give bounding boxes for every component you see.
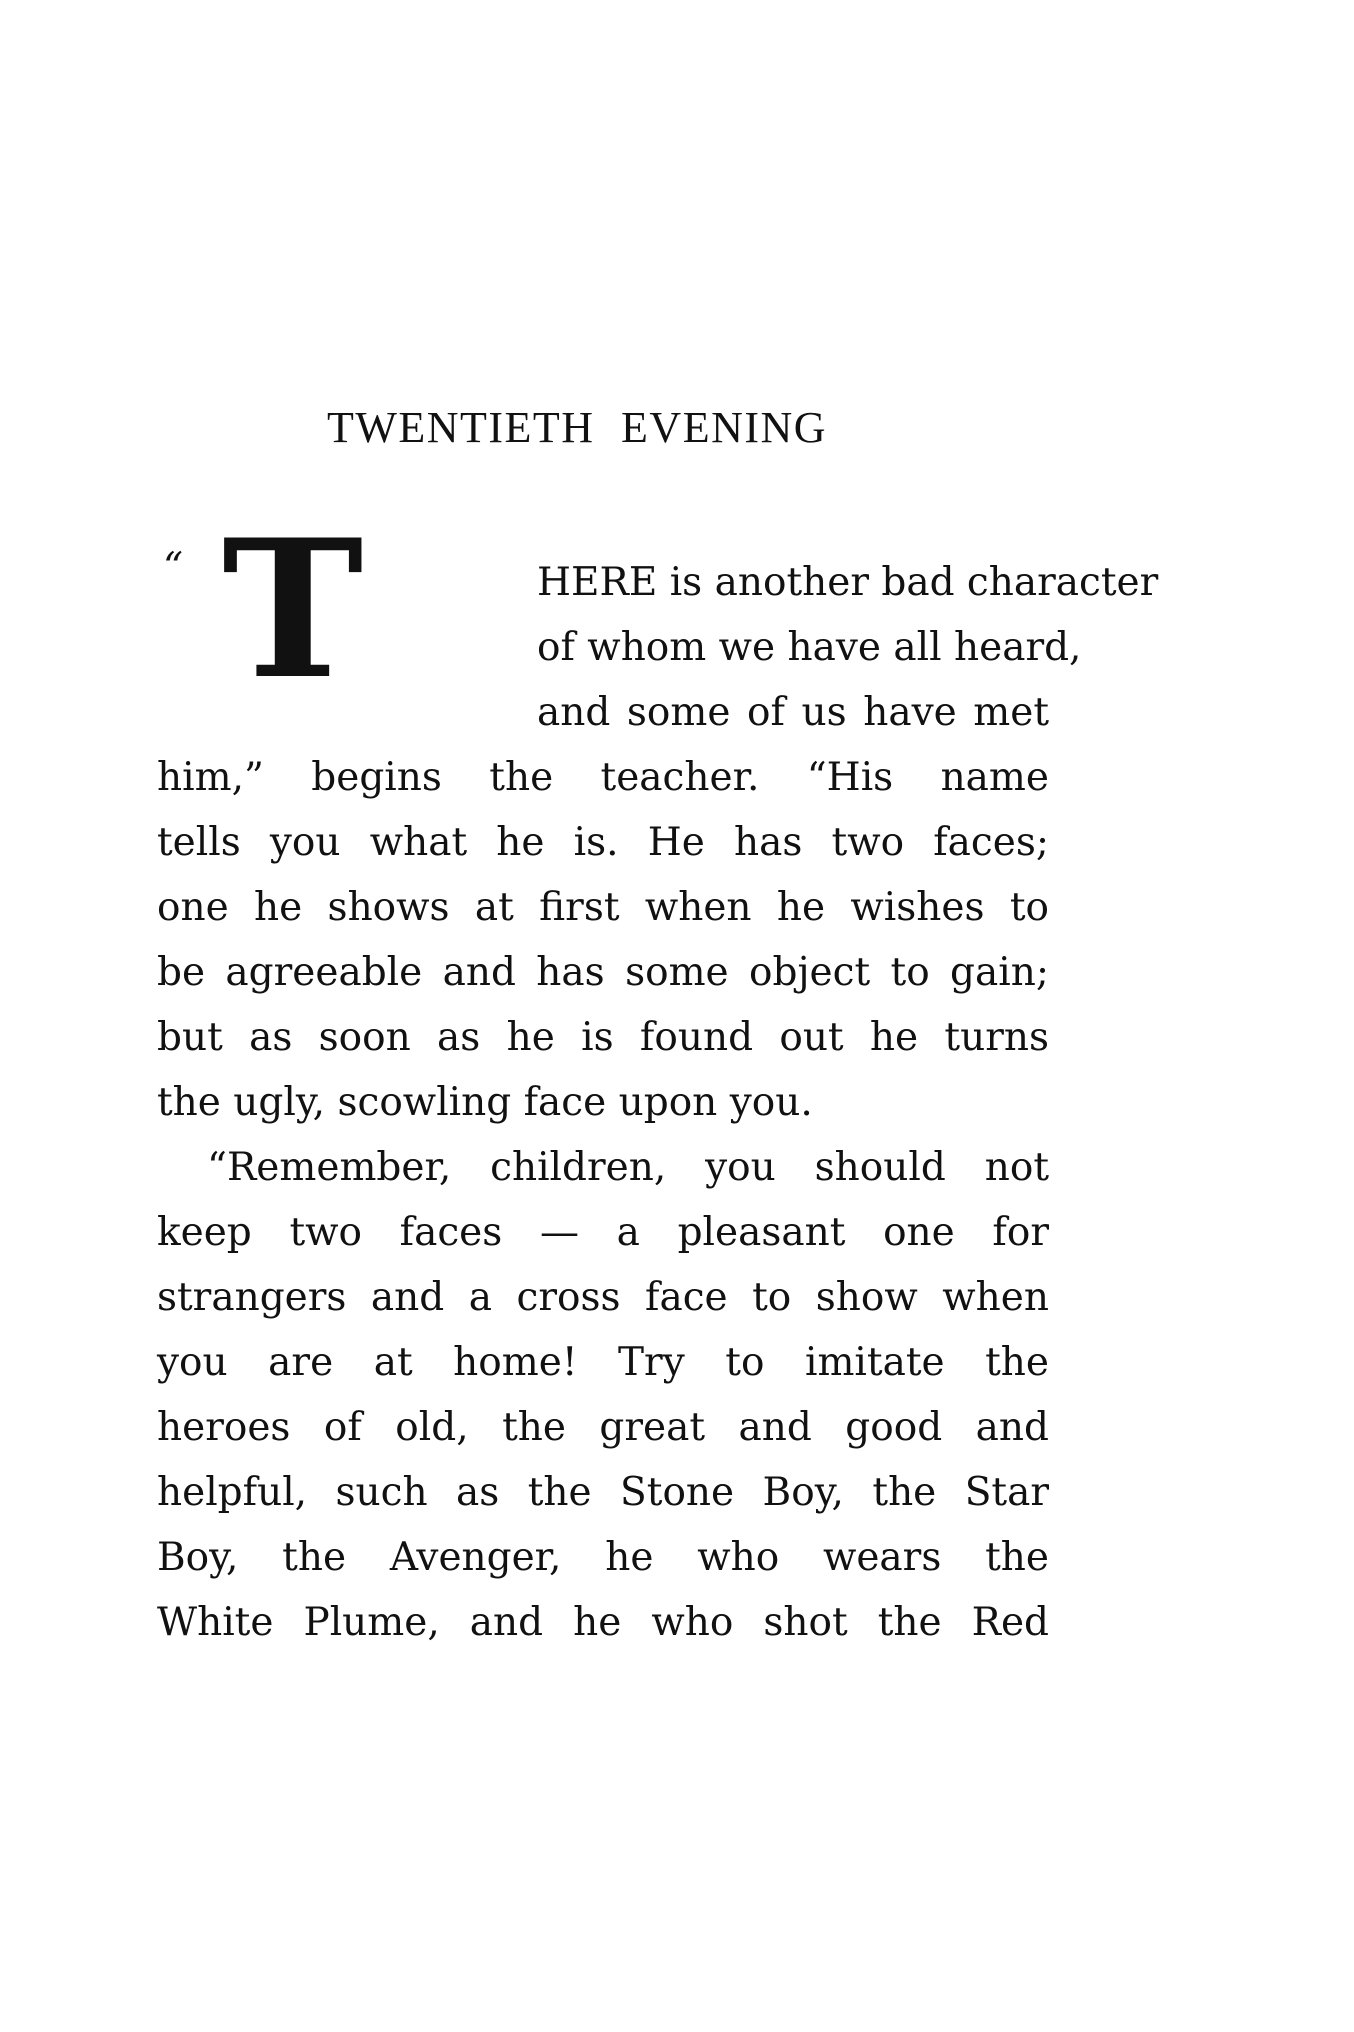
- text-line: but as soon as he is found out he turns: [157, 1015, 1049, 1060]
- text-line: Boy, the Avenger, he who wears the: [157, 1535, 1049, 1580]
- paragraph-two: [157, 1135, 1049, 1655]
- text-line: keep two faces — a pleasant one for: [157, 1210, 1049, 1255]
- text-line: you are at home! Try to imitate the: [157, 1340, 1049, 1385]
- drop-cap-letter: T: [222, 498, 364, 721]
- paragraph-one: [157, 545, 1159, 1135]
- text-line: “Remember, children, you should not: [207, 1145, 1049, 1190]
- text-line: of whom we have all heard,: [537, 625, 1082, 670]
- text-line: strangers and a cross face to show when: [157, 1275, 1049, 1320]
- chapter-heading: TWENTIETH EVENING: [326, 403, 828, 452]
- text-line: be agreeable and has some object to gain;: [157, 950, 1049, 995]
- text-line: one he shows at first when he wishes to: [157, 885, 1049, 930]
- text-line: heroes of old, the great and good and: [157, 1405, 1049, 1450]
- text-line: him,” begins the teacher. “His name: [157, 755, 1049, 800]
- text-line: the ugly, scowling face upon you.: [157, 1080, 813, 1125]
- text-line: helpful, such as the Stone Boy, the Star: [157, 1470, 1049, 1515]
- opening-quote-mark: “: [163, 545, 183, 590]
- text-line: White Plume, and he who shot the Red: [157, 1600, 1049, 1645]
- text-line: HERE is another bad character: [537, 560, 1159, 605]
- text-line: and some of us have met: [537, 690, 1049, 735]
- text-line: tells you what he is. He has two faces;: [157, 820, 1049, 865]
